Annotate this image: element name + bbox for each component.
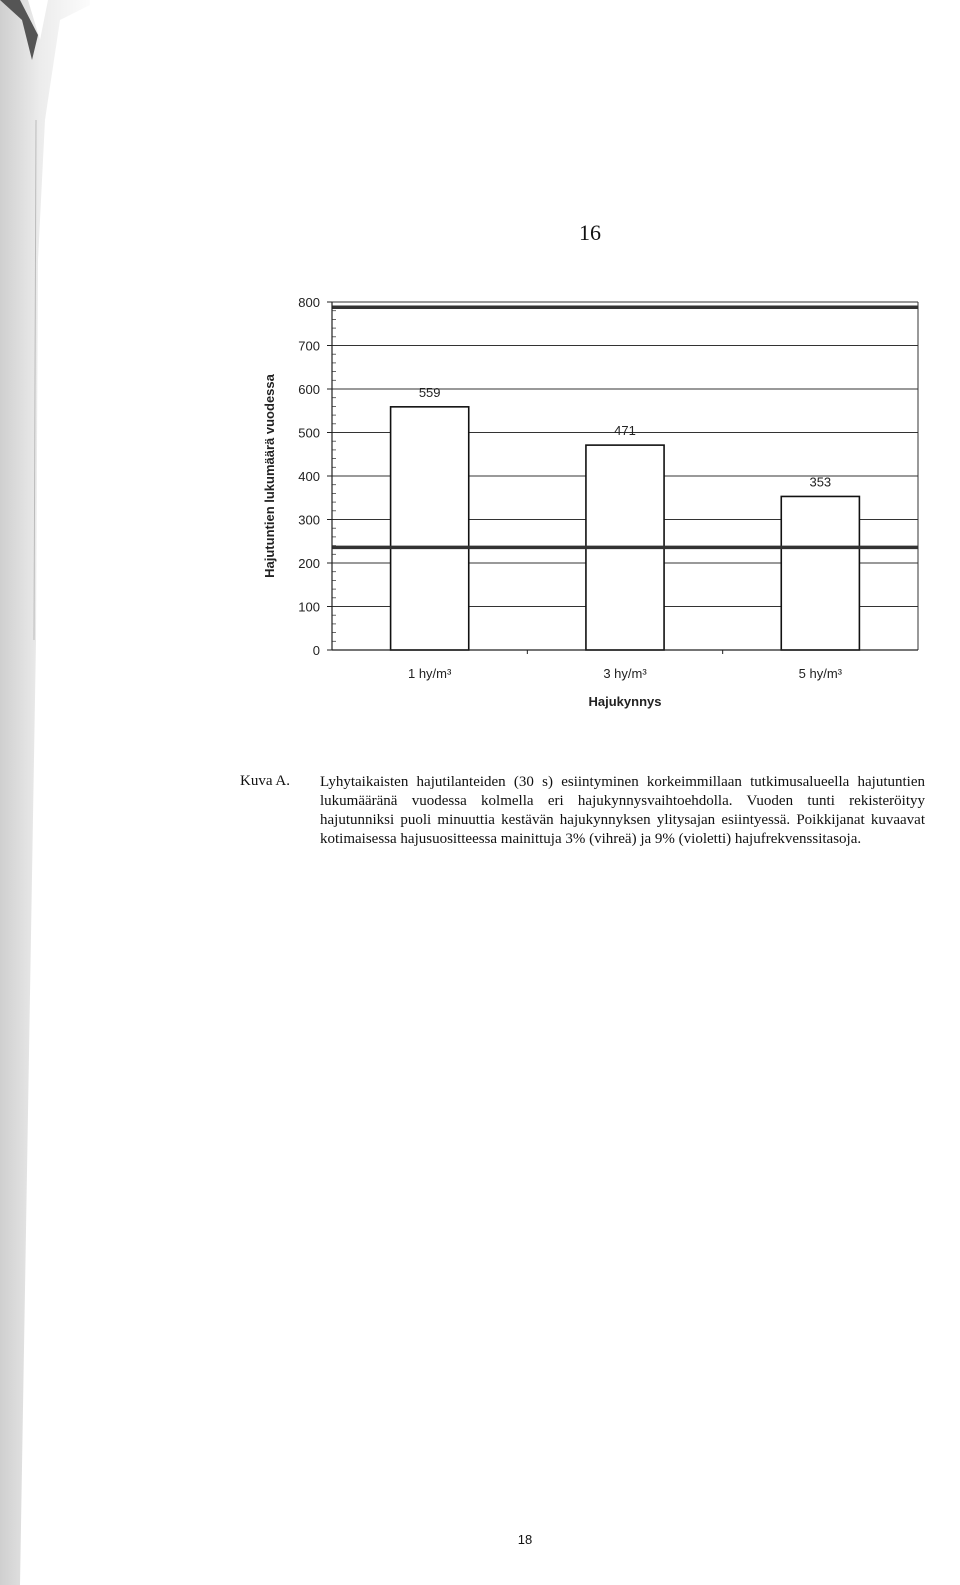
scan-shadow-edge <box>0 0 90 1585</box>
y-tick-label: 200 <box>298 556 320 571</box>
y-tick-label: 0 <box>312 643 320 658</box>
y-tick-label: 700 <box>298 338 320 354</box>
y-tick-label: 500 <box>298 425 320 441</box>
y-tick-label: 600 <box>298 382 320 397</box>
y-tick-label: 100 <box>298 599 320 615</box>
y-tick-label: 800 <box>298 295 320 310</box>
bar <box>781 496 859 650</box>
data-label: 471 <box>614 423 636 439</box>
bars <box>391 407 860 650</box>
figure-caption-text: Lyhytaikaisten hajutilanteiden (30 s) esiintyminen korkeimmillaan tutkimusalueella hajutuntien lukumääränä vuodessa kolmella eri hajukynnysvaihtoehdolla. Vuoden tunti rekisteröityy hajutunniksi puoli minuuttia kestävän hajukynnyksen ylitysajan esiintyessä. Poikkijanat kuvaavat kotimaisessa hajusuositteessa mainittuja 3% (vihreä) ja 9% (violetti) hajufrekvenssitasoja. <box>320 774 925 847</box>
labels <box>262 295 843 709</box>
data-label: 353 <box>809 474 832 490</box>
y-tick-label: 300 <box>298 512 320 528</box>
x-tick-label: 5 hy/m³ <box>798 666 843 681</box>
y-tick-label: 400 <box>298 469 320 484</box>
bar <box>391 407 469 650</box>
x-tick-label: 1 hy/m³ <box>407 666 452 681</box>
x-tick-label: 3 hy/m³ <box>603 666 647 681</box>
x-axis-title: Hajukynnys <box>588 694 662 709</box>
bar-chart <box>240 280 930 720</box>
figure-caption-label: Kuva A. <box>240 773 290 789</box>
page-number-bottom: 18 <box>517 1532 533 1547</box>
data-label: 559 <box>418 384 441 400</box>
page-number-top: 16 <box>579 220 601 245</box>
y-axis-title: Hajutuntien lukumäärä vuodessa <box>262 374 277 578</box>
